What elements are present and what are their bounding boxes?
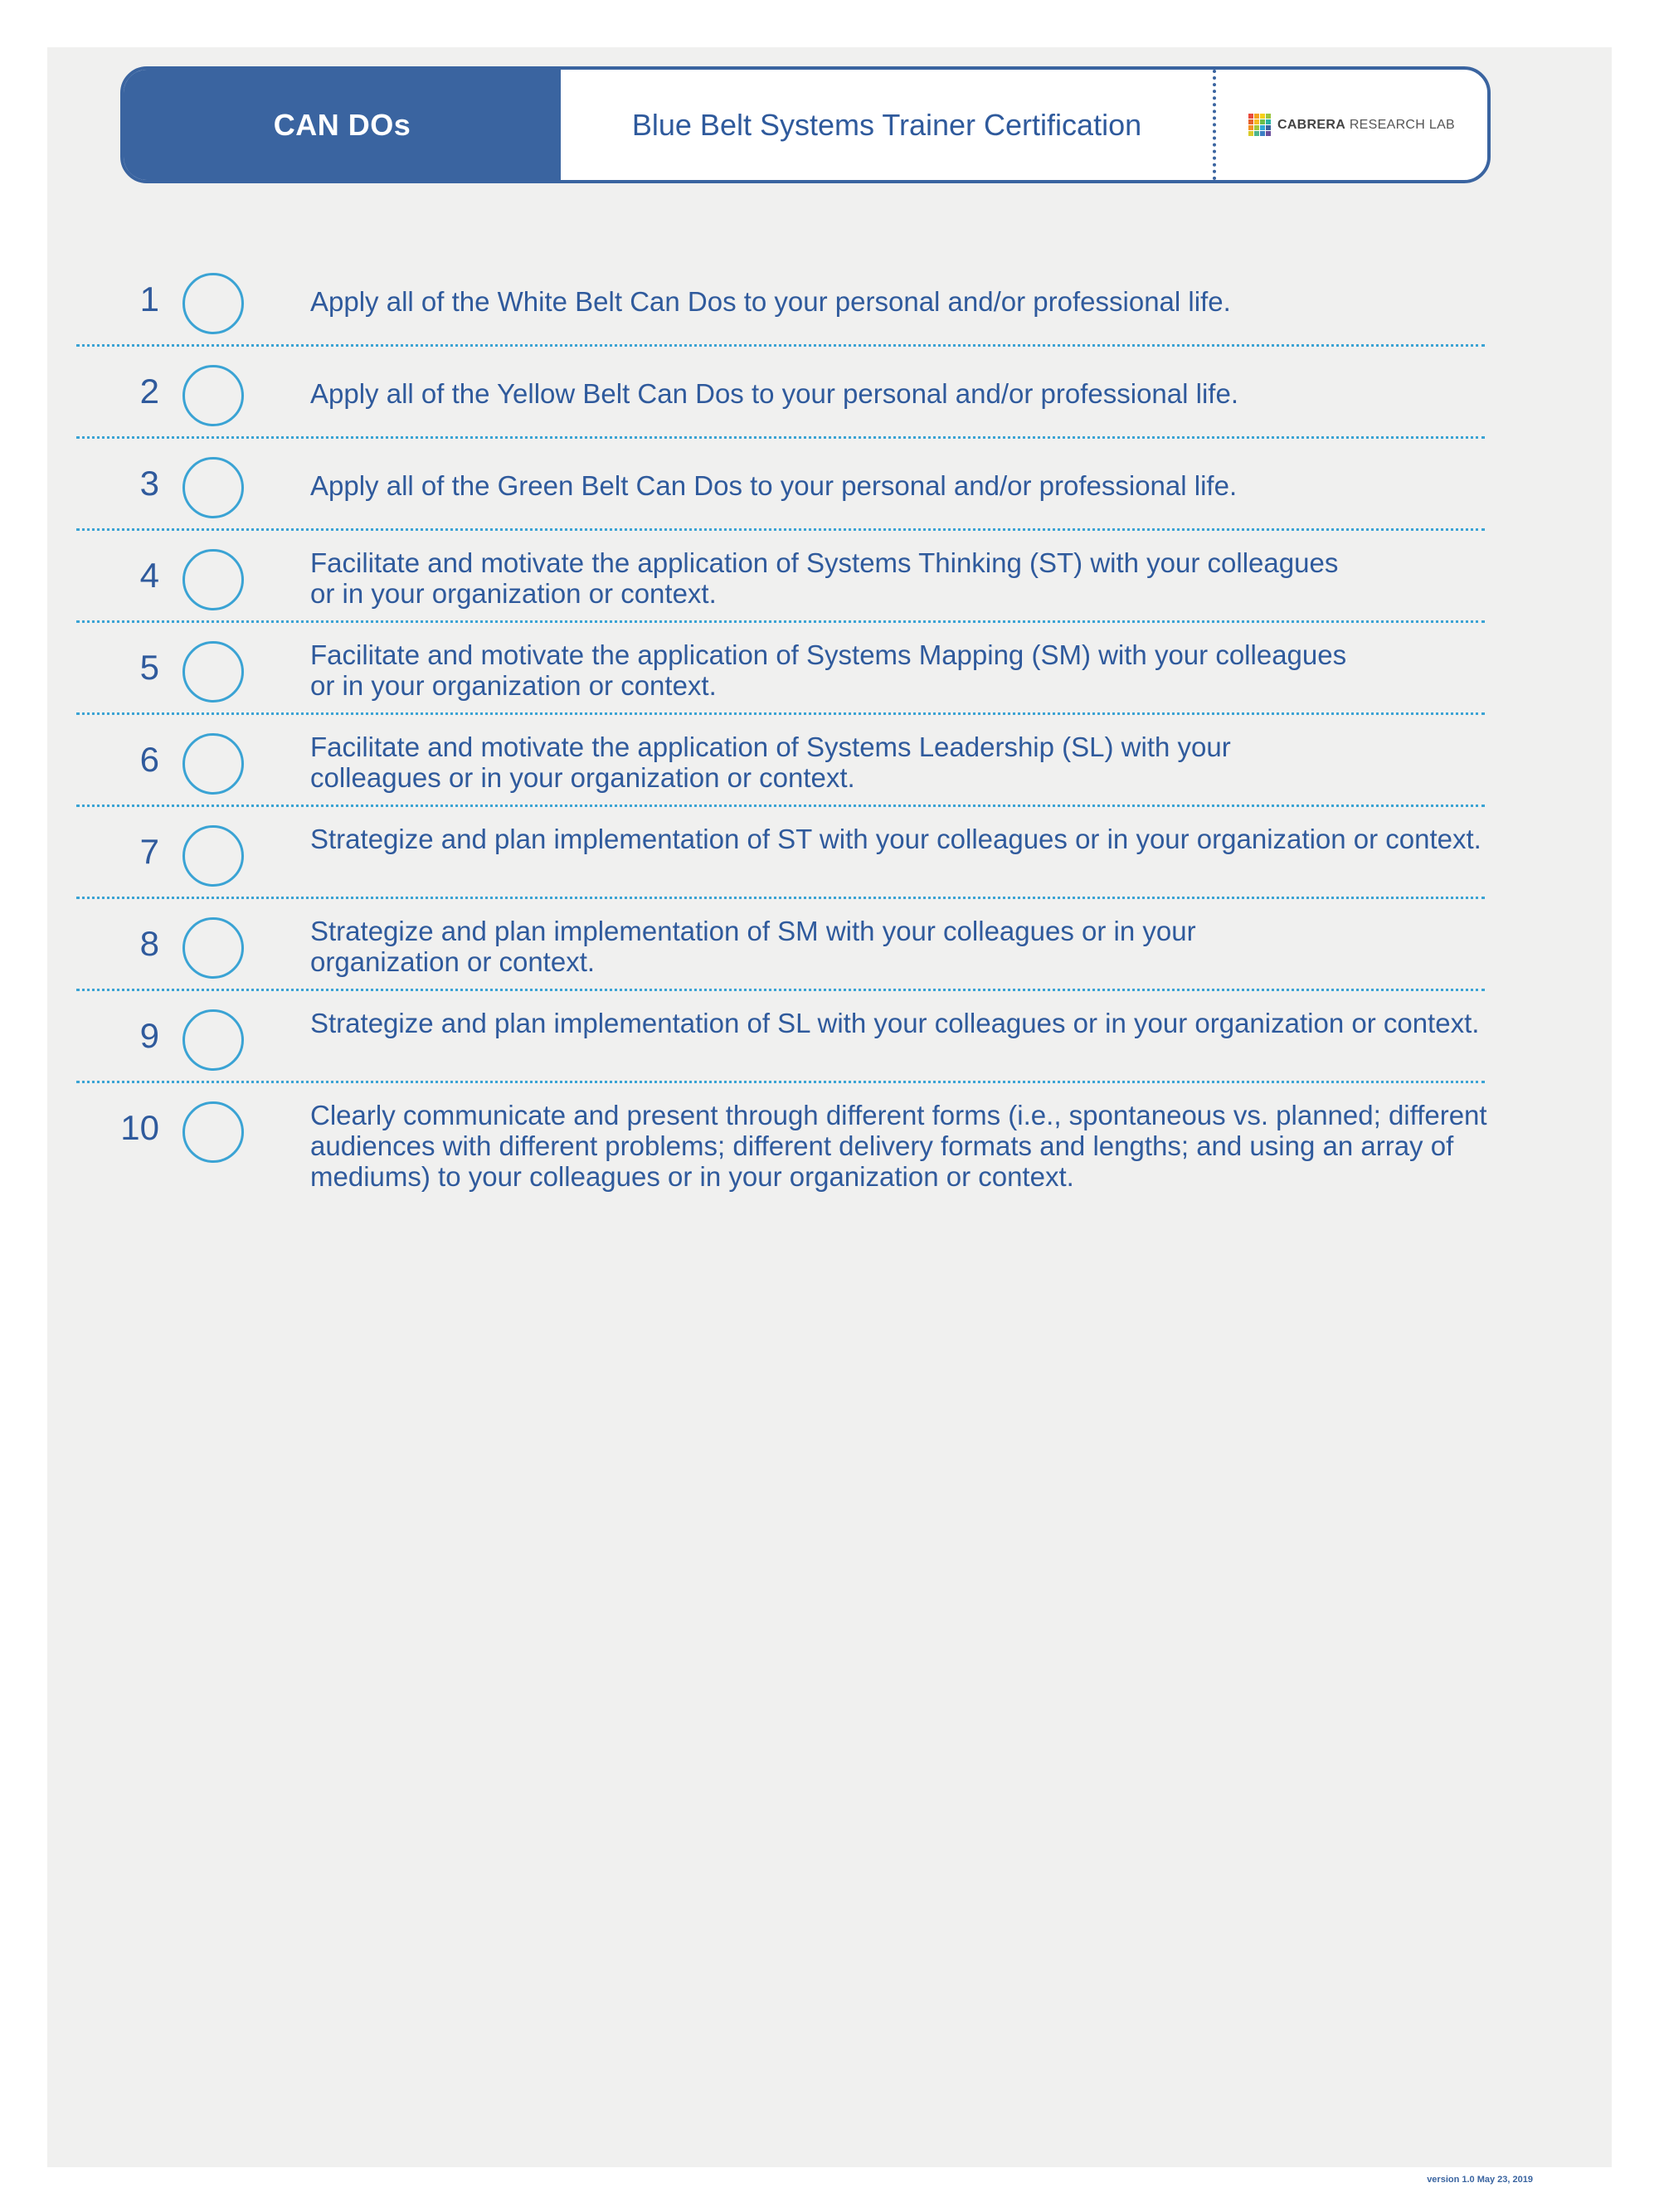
item-text: Apply all of the Yellow Belt Can Dos to your personal and/or professional life. [310, 378, 1238, 409]
logo [1216, 70, 1487, 180]
item-number: 8 [139, 924, 159, 963]
item-text: Facilitate and motivate the application of Systems Thinking (ST) with your colleagues or in your organization or context. [310, 547, 1339, 609]
item-text: Strategize and plan implementation of ST with your colleagues or in your organization or context. [310, 824, 1481, 854]
item-number: 4 [139, 556, 159, 595]
list-item [76, 807, 1485, 899]
item-text: Apply all of the White Belt Can Dos to your personal and/or professional life. [310, 286, 1231, 317]
logo-brand: CABRERA [1277, 117, 1346, 132]
list-item [76, 531, 1485, 623]
item-checkbox[interactable] [182, 825, 244, 887]
page-title: Blue Belt Systems Trainer Certification [561, 70, 1216, 180]
item-checkbox[interactable] [182, 641, 244, 702]
logo-subtitle: RESEARCH LAB [1349, 117, 1456, 132]
item-text: Facilitate and motivate the application of Systems Leadership (SL) with your colleagues or in your organization or context. [310, 732, 1231, 793]
item-text: Apply all of the Green Belt Can Dos to your personal and/or professional life. [310, 470, 1238, 501]
item-number: 2 [139, 372, 159, 411]
item-number: 3 [139, 464, 159, 503]
list-item [76, 899, 1485, 991]
item-text: Facilitate and motivate the application of Systems Mapping (SM) with your colleagues or in your organization or context. [310, 639, 1347, 701]
logo-grid-icon [1248, 114, 1271, 136]
list-item [76, 991, 1485, 1083]
list-item [76, 1083, 1485, 1249]
version-footer: version 1.0 May 23, 2019 [1427, 2175, 1533, 2185]
list-item [76, 347, 1485, 439]
item-checkbox[interactable] [182, 457, 244, 518]
logo-text [1277, 118, 1455, 133]
item-number: 10 [120, 1108, 159, 1147]
item-number: 7 [139, 832, 159, 871]
list-item [76, 623, 1485, 715]
can-do-list [76, 255, 1485, 1249]
list-item [76, 439, 1485, 531]
list-item [76, 255, 1485, 347]
item-checkbox[interactable] [182, 733, 244, 795]
item-checkbox[interactable] [182, 273, 244, 334]
item-number: 1 [139, 280, 159, 318]
item-number: 6 [139, 740, 159, 779]
item-checkbox[interactable] [182, 1101, 244, 1163]
item-checkbox[interactable] [182, 917, 244, 979]
item-checkbox[interactable] [182, 1009, 244, 1071]
item-checkbox[interactable] [182, 365, 244, 426]
list-item [76, 715, 1485, 807]
header-tab-label: CAN DOs [124, 70, 561, 180]
item-checkbox[interactable] [182, 549, 244, 610]
item-text: Strategize and plan implementation of SL with your colleagues or in your organization or context. [310, 1008, 1480, 1038]
item-text: Strategize and plan implementation of SM with your colleagues or in your organization or context. [310, 916, 1196, 977]
item-text: Clearly communicate and present through different forms (i.e., spontaneous vs. planned; different audiences with different problems; different delivery formats and lengths; and using an array of mediums) to your colleagues or in your organization or context. [310, 1100, 1487, 1192]
item-number: 5 [139, 648, 159, 687]
item-number: 9 [139, 1016, 159, 1055]
header-banner [120, 66, 1491, 183]
